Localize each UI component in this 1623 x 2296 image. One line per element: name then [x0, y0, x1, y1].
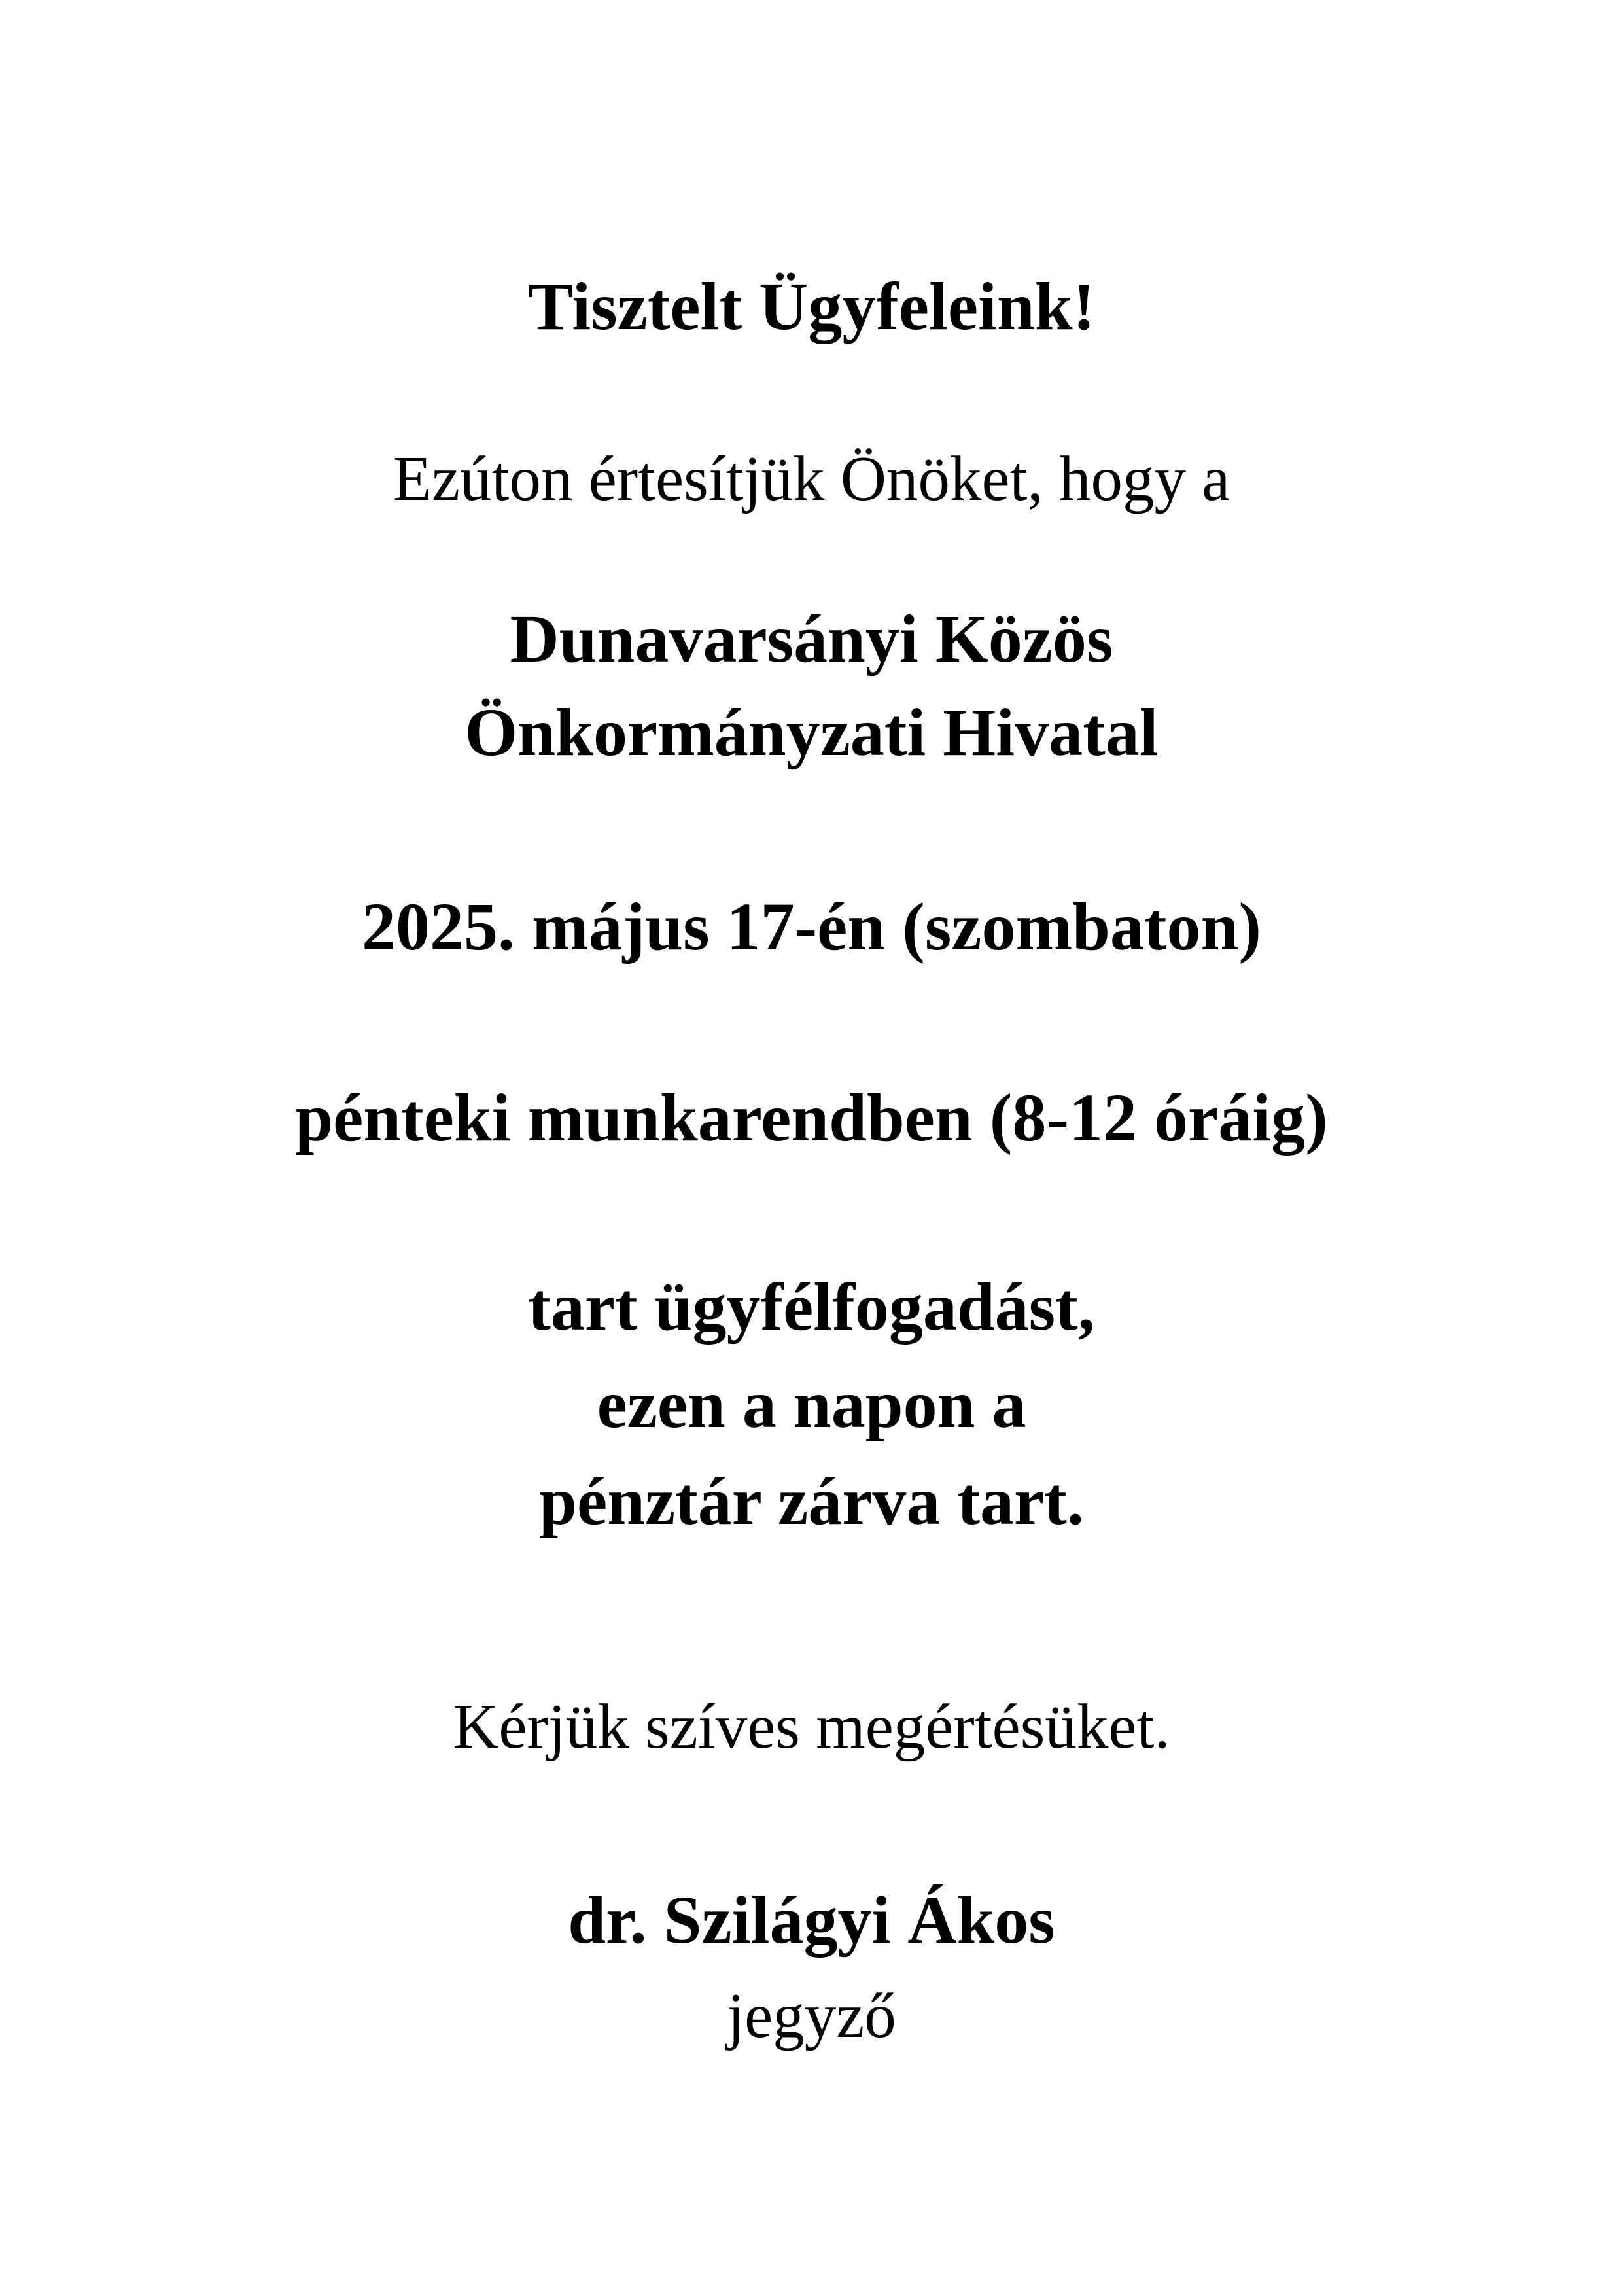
date-text: 2025. május 17-én (szombaton) — [361, 889, 1262, 964]
reception-text-line3: pénztár zárva tart. — [539, 1464, 1084, 1539]
reception-text-line2: ezen a napon a — [597, 1367, 1026, 1442]
intro-text: Ezúton értesítjük Önöket, hogy a — [393, 444, 1230, 514]
signer-role: jegyző — [727, 1981, 896, 2051]
signer-name: dr. Szilágyi Ákos — [568, 1882, 1055, 1958]
reception-text-line1: tart ügyfélfogadást, — [528, 1269, 1095, 1345]
greeting-heading: Tisztelt Ügyfeleink! — [527, 269, 1096, 344]
office-name-line1: Dunavarsányi Közös — [510, 601, 1113, 677]
office-name-line2: Önkormányzati Hivatal — [464, 695, 1159, 770]
closing-text: Kérjük szíves megértésüket. — [453, 1691, 1170, 1761]
working-hours-text: pénteki munkarendben (8-12 óráig) — [295, 1080, 1328, 1156]
